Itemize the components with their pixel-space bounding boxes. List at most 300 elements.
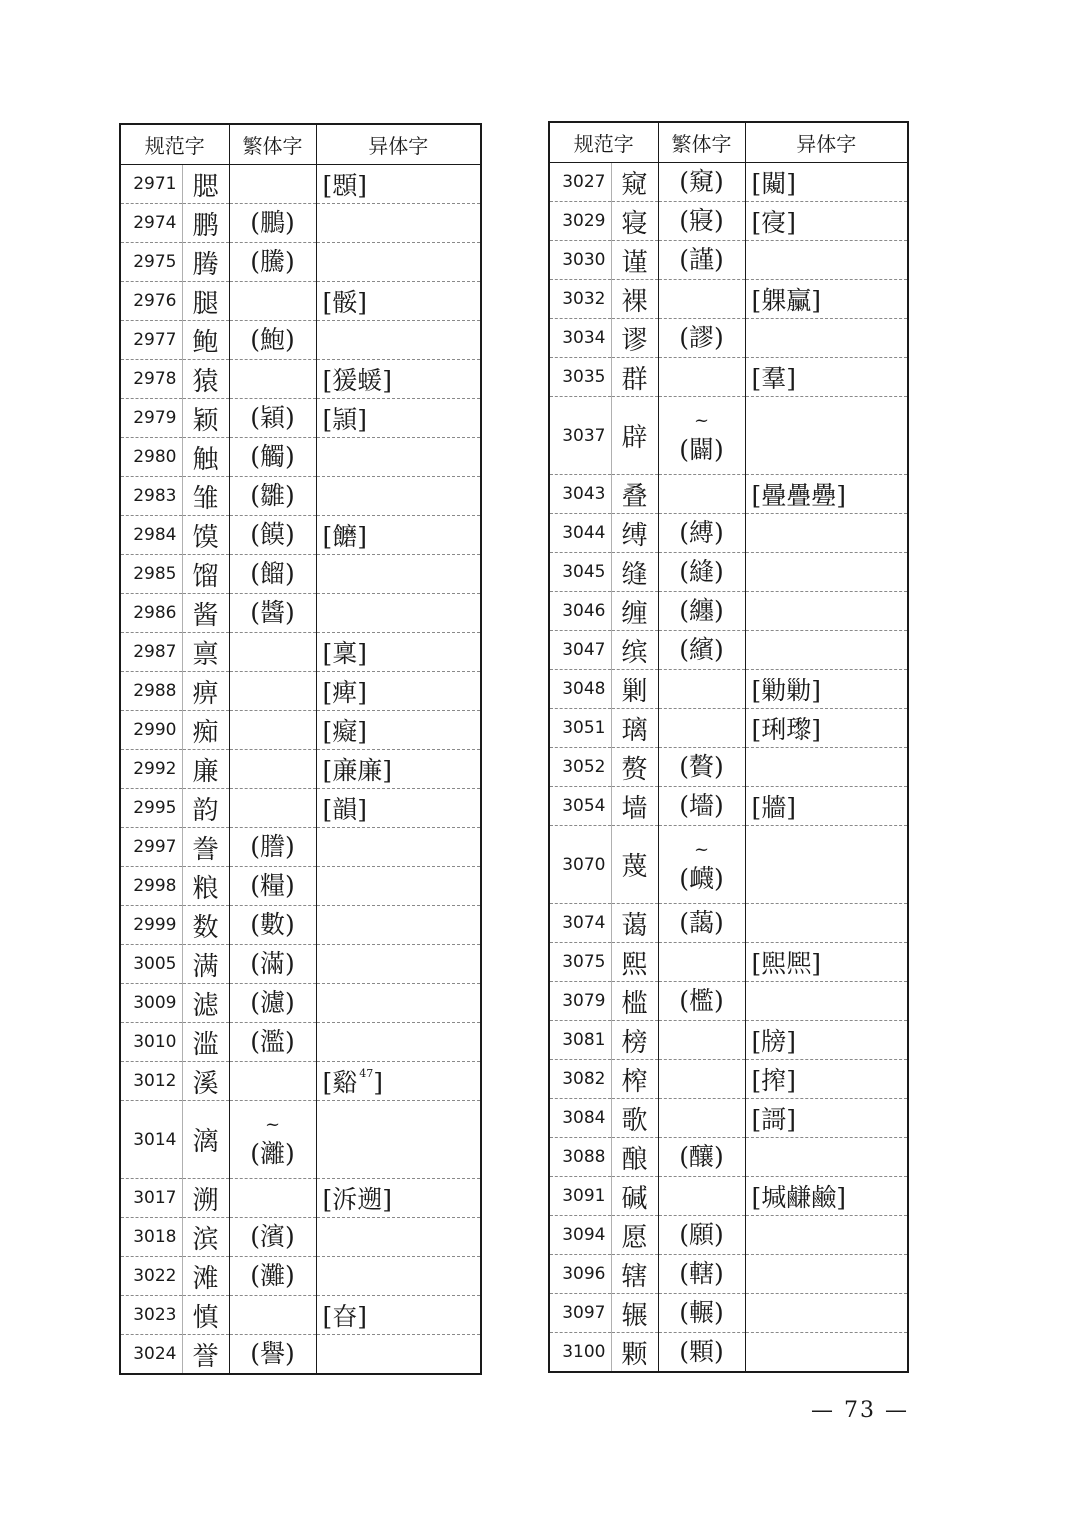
table-header-row xyxy=(549,122,908,163)
variant-char: [饝] xyxy=(316,516,481,555)
variant-char: [謌] xyxy=(745,1099,908,1138)
standard-char: 禀 xyxy=(182,633,229,672)
traditional-char: (譽) xyxy=(229,1335,316,1375)
traditional-char xyxy=(658,943,745,982)
char-number: 2988 xyxy=(120,672,182,711)
variant-char xyxy=(316,945,481,984)
char-number: 3047 xyxy=(549,631,611,670)
traditional-char xyxy=(229,633,316,672)
variant-char xyxy=(316,1101,481,1179)
variant-char xyxy=(316,438,481,477)
char-number: 3088 xyxy=(549,1138,611,1177)
variant-char: [羣] xyxy=(745,358,908,397)
table-row xyxy=(120,360,481,399)
char-number: 2974 xyxy=(120,204,182,243)
table-row xyxy=(120,633,481,672)
table-row xyxy=(120,555,481,594)
standard-char: 颖 xyxy=(182,399,229,438)
table-row xyxy=(549,553,908,592)
variant-char: [勦勦] xyxy=(745,670,908,709)
variant-char xyxy=(745,904,908,943)
traditional-char: (縛) xyxy=(658,514,745,553)
variant-char: [泝遡] xyxy=(316,1179,481,1218)
standard-char: 滨 xyxy=(182,1218,229,1257)
char-number: 2979 xyxy=(120,399,182,438)
char-number: 2984 xyxy=(120,516,182,555)
standard-char: 猿 xyxy=(182,360,229,399)
traditional-char xyxy=(658,1060,745,1099)
variant-char: [顋] xyxy=(316,165,481,204)
variant-char xyxy=(316,984,481,1023)
variant-char xyxy=(745,592,908,631)
char-number: 3097 xyxy=(549,1294,611,1333)
char-number: 3030 xyxy=(549,241,611,280)
variant-char xyxy=(316,555,481,594)
variant-char: [猨蝯] xyxy=(316,360,481,399)
traditional-char xyxy=(229,1179,316,1218)
variant-char: [搾] xyxy=(745,1060,908,1099)
tilde-mark: ~ xyxy=(693,409,710,431)
traditional-char: (贅) xyxy=(658,748,745,787)
standard-char: 璃 xyxy=(611,709,658,748)
standard-char: 数 xyxy=(182,906,229,945)
traditional-char xyxy=(229,1101,316,1179)
char-number: 2985 xyxy=(120,555,182,594)
traditional-char-text: (灕) xyxy=(250,1138,295,1168)
traditional-char: (饃) xyxy=(229,516,316,555)
char-number: 3029 xyxy=(549,202,611,241)
traditional-char xyxy=(229,1296,316,1335)
table-row xyxy=(549,787,908,826)
variant-char xyxy=(316,906,481,945)
table-row xyxy=(549,358,908,397)
table-row xyxy=(549,397,908,475)
standard-char: 雏 xyxy=(182,477,229,516)
char-number: 3024 xyxy=(120,1335,182,1375)
standard-char: 蔼 xyxy=(611,904,658,943)
traditional-char xyxy=(658,709,745,748)
standard-char: 缠 xyxy=(611,592,658,631)
variant-char: [昚] xyxy=(316,1296,481,1335)
standard-char: 漓 xyxy=(182,1101,229,1179)
table-header-row xyxy=(120,124,481,165)
table-row xyxy=(120,750,481,789)
traditional-char: (騰) xyxy=(229,243,316,282)
right-character-table xyxy=(548,121,909,1373)
char-number: 2978 xyxy=(120,360,182,399)
standard-char: 辖 xyxy=(611,1255,658,1294)
table-row xyxy=(549,631,908,670)
standard-char: 裸 xyxy=(611,280,658,319)
standard-char: 廉 xyxy=(182,750,229,789)
standard-char: 腮 xyxy=(182,165,229,204)
char-number: 3010 xyxy=(120,1023,182,1062)
char-number: 3012 xyxy=(120,1062,182,1101)
table-row xyxy=(549,1294,908,1333)
traditional-char: (數) xyxy=(229,906,316,945)
table-row xyxy=(120,1296,481,1335)
traditional-char: (顆) xyxy=(658,1333,745,1373)
standard-char: 慎 xyxy=(182,1296,229,1335)
variant-char xyxy=(316,477,481,516)
char-number: 2987 xyxy=(120,633,182,672)
variant-char xyxy=(316,1023,481,1062)
traditional-char xyxy=(229,750,316,789)
standard-char: 滤 xyxy=(182,984,229,1023)
table-row xyxy=(120,1257,481,1296)
variant-char: [亷廉] xyxy=(316,750,481,789)
traditional-char: (濫) xyxy=(229,1023,316,1062)
standard-char: 槛 xyxy=(611,982,658,1021)
table-row xyxy=(549,241,908,280)
variant-char: [躶臝] xyxy=(745,280,908,319)
standard-char: 酱 xyxy=(182,594,229,633)
page-number: — 73 — xyxy=(811,1398,909,1423)
standard-char: 歌 xyxy=(611,1099,658,1138)
char-number: 2990 xyxy=(120,711,182,750)
standard-char: 缚 xyxy=(611,514,658,553)
variant-char xyxy=(745,1138,908,1177)
table-row xyxy=(120,711,481,750)
table-row xyxy=(549,592,908,631)
table-row xyxy=(549,943,908,982)
traditional-char: (濾) xyxy=(229,984,316,1023)
traditional-char xyxy=(229,672,316,711)
standard-char: 触 xyxy=(182,438,229,477)
char-number: 3032 xyxy=(549,280,611,319)
header-traditional-char: 繁体字 xyxy=(229,124,316,165)
table-row xyxy=(549,826,908,904)
char-number: 3037 xyxy=(549,397,611,475)
variant-char: [曡疊疉] xyxy=(745,475,908,514)
standard-char: 缝 xyxy=(611,553,658,592)
standard-char: 誊 xyxy=(182,828,229,867)
header-standard-char: 规范字 xyxy=(120,124,229,165)
header-traditional-char: 繁体字 xyxy=(658,122,745,163)
traditional-char xyxy=(658,397,745,475)
traditional-char: (謹) xyxy=(658,241,745,280)
table-row xyxy=(549,163,908,202)
char-number: 3027 xyxy=(549,163,611,202)
variant-char xyxy=(316,828,481,867)
char-number: 3081 xyxy=(549,1021,611,1060)
table-row xyxy=(120,165,481,204)
footnote-ref: 47 xyxy=(359,1067,374,1080)
standard-char: 寝 xyxy=(611,202,658,241)
char-number: 2999 xyxy=(120,906,182,945)
variant-char xyxy=(316,594,481,633)
traditional-char-text: (闢) xyxy=(679,434,724,464)
traditional-char: (雛) xyxy=(229,477,316,516)
standard-char: 滩 xyxy=(182,1257,229,1296)
variant-char xyxy=(316,1335,481,1375)
table-row xyxy=(120,243,481,282)
char-number: 3100 xyxy=(549,1333,611,1373)
standard-char: 窥 xyxy=(611,163,658,202)
table-row xyxy=(120,984,481,1023)
tilde-mark: ~ xyxy=(264,1113,281,1135)
traditional-char: (糧) xyxy=(229,867,316,906)
standard-char: 满 xyxy=(182,945,229,984)
standard-char: 痹 xyxy=(182,672,229,711)
variant-char xyxy=(316,204,481,243)
variant-char xyxy=(316,1062,481,1101)
char-number: 3035 xyxy=(549,358,611,397)
table-row xyxy=(549,202,908,241)
traditional-char xyxy=(229,360,316,399)
traditional-char: (窺) xyxy=(658,163,745,202)
variant-char xyxy=(745,397,908,475)
char-number: 3070 xyxy=(549,826,611,904)
char-number: 2976 xyxy=(120,282,182,321)
variant-char xyxy=(316,1257,481,1296)
standard-char: 馍 xyxy=(182,516,229,555)
traditional-char: (轄) xyxy=(658,1255,745,1294)
table-row xyxy=(549,1255,908,1294)
traditional-char xyxy=(229,165,316,204)
table-row xyxy=(120,1062,481,1101)
standard-char: 碱 xyxy=(611,1177,658,1216)
traditional-char xyxy=(658,826,745,904)
standard-char: 痴 xyxy=(182,711,229,750)
variant-char-text: [谿 xyxy=(322,1068,358,1097)
char-number: 2975 xyxy=(120,243,182,282)
table-row xyxy=(549,982,908,1021)
table-row xyxy=(120,282,481,321)
variant-char xyxy=(745,982,908,1021)
standard-char: 剿 xyxy=(611,670,658,709)
table-row xyxy=(549,1099,908,1138)
variant-char xyxy=(745,826,908,904)
variant-char: [癡] xyxy=(316,711,481,750)
standard-char: 腿 xyxy=(182,282,229,321)
table-row xyxy=(120,594,481,633)
char-number: 2980 xyxy=(120,438,182,477)
table-row xyxy=(549,1060,908,1099)
traditional-char xyxy=(229,1062,316,1101)
char-number: 2992 xyxy=(120,750,182,789)
standard-char: 酿 xyxy=(611,1138,658,1177)
traditional-char: (鵬) xyxy=(229,204,316,243)
char-number: 2986 xyxy=(120,594,182,633)
char-number: 3074 xyxy=(549,904,611,943)
header-standard-char: 规范字 xyxy=(549,122,658,163)
table-row xyxy=(549,1021,908,1060)
variant-char: [牓] xyxy=(745,1021,908,1060)
standard-char: 溪 xyxy=(182,1062,229,1101)
char-number: 3023 xyxy=(120,1296,182,1335)
standard-char: 榨 xyxy=(611,1060,658,1099)
char-number: 3084 xyxy=(549,1099,611,1138)
standard-char: 滥 xyxy=(182,1023,229,1062)
traditional-char-text: (衊) xyxy=(679,863,724,893)
header-variant-char: 异体字 xyxy=(316,124,481,165)
table-row xyxy=(549,1333,908,1373)
traditional-char xyxy=(658,358,745,397)
standard-char: 熙 xyxy=(611,943,658,982)
table-row xyxy=(549,709,908,748)
standard-char: 韵 xyxy=(182,789,229,828)
char-number: 3082 xyxy=(549,1060,611,1099)
variant-char xyxy=(745,241,908,280)
traditional-char: (灘) xyxy=(229,1257,316,1296)
char-number: 2983 xyxy=(120,477,182,516)
standard-char: 辗 xyxy=(611,1294,658,1333)
char-number: 3048 xyxy=(549,670,611,709)
standard-char: 颗 xyxy=(611,1333,658,1373)
standard-char: 辟 xyxy=(611,397,658,475)
traditional-char: (纏) xyxy=(658,592,745,631)
standard-char: 群 xyxy=(611,358,658,397)
char-number: 3005 xyxy=(120,945,182,984)
traditional-char: (寢) xyxy=(658,202,745,241)
table-row xyxy=(120,321,481,360)
traditional-char xyxy=(229,711,316,750)
traditional-char xyxy=(658,475,745,514)
table-row xyxy=(549,748,908,787)
traditional-char: (醬) xyxy=(229,594,316,633)
header-variant-char: 异体字 xyxy=(745,122,908,163)
char-number: 3075 xyxy=(549,943,611,982)
variant-char xyxy=(316,243,481,282)
traditional-char: (釀) xyxy=(658,1138,745,1177)
char-number: 2971 xyxy=(120,165,182,204)
traditional-char: (穎) xyxy=(229,399,316,438)
traditional-char xyxy=(658,280,745,319)
standard-char: 谬 xyxy=(611,319,658,358)
table-row xyxy=(549,475,908,514)
standard-char: 腾 xyxy=(182,243,229,282)
standard-char: 溯 xyxy=(182,1179,229,1218)
traditional-char: (觸) xyxy=(229,438,316,477)
table-row xyxy=(120,516,481,555)
traditional-char: (繽) xyxy=(658,631,745,670)
variant-char: [痺] xyxy=(316,672,481,711)
traditional-char: (謄) xyxy=(229,828,316,867)
char-number: 3046 xyxy=(549,592,611,631)
table-row xyxy=(120,672,481,711)
variant-char: [煕熈] xyxy=(745,943,908,982)
table-row xyxy=(120,867,481,906)
char-number: 3054 xyxy=(549,787,611,826)
variant-char: [頴] xyxy=(316,399,481,438)
char-number: 3051 xyxy=(549,709,611,748)
table-row xyxy=(120,1335,481,1375)
standard-char: 愿 xyxy=(611,1216,658,1255)
variant-char xyxy=(745,1294,908,1333)
table-row xyxy=(549,280,908,319)
standard-char: 墙 xyxy=(611,787,658,826)
table-row xyxy=(120,906,481,945)
traditional-char: (墻) xyxy=(658,787,745,826)
char-number: 3096 xyxy=(549,1255,611,1294)
standard-char: 鲍 xyxy=(182,321,229,360)
table-row xyxy=(120,1101,481,1179)
traditional-char xyxy=(658,670,745,709)
table-row xyxy=(549,319,908,358)
table-row xyxy=(120,1179,481,1218)
variant-char: [韻] xyxy=(316,789,481,828)
char-number: 3079 xyxy=(549,982,611,1021)
table-row xyxy=(549,514,908,553)
variant-char xyxy=(745,1255,908,1294)
variant-char: [牆] xyxy=(745,787,908,826)
traditional-char: (縫) xyxy=(658,553,745,592)
traditional-char xyxy=(229,282,316,321)
standard-char: 誉 xyxy=(182,1335,229,1375)
standard-char: 粮 xyxy=(182,867,229,906)
traditional-char: (檻) xyxy=(658,982,745,1021)
table-row xyxy=(549,904,908,943)
char-number: 3014 xyxy=(120,1101,182,1179)
variant-char xyxy=(745,748,908,787)
standard-char: 馏 xyxy=(182,555,229,594)
table-row xyxy=(120,438,481,477)
char-number: 3045 xyxy=(549,553,611,592)
table-row xyxy=(120,399,481,438)
traditional-char: (願) xyxy=(658,1216,745,1255)
table-row xyxy=(549,1216,908,1255)
variant-char xyxy=(745,1216,908,1255)
table-row xyxy=(120,789,481,828)
variant-char xyxy=(745,514,908,553)
standard-char: 叠 xyxy=(611,475,658,514)
standard-char: 赘 xyxy=(611,748,658,787)
left-character-table xyxy=(119,123,482,1375)
variant-char: [稟] xyxy=(316,633,481,672)
tilde-mark: ~ xyxy=(693,838,710,860)
traditional-char xyxy=(658,1177,745,1216)
char-number: 3094 xyxy=(549,1216,611,1255)
standard-char: 蔑 xyxy=(611,826,658,904)
table-row xyxy=(120,1023,481,1062)
variant-char xyxy=(745,553,908,592)
standard-char: 谨 xyxy=(611,241,658,280)
table-row xyxy=(120,828,481,867)
standard-char: 鹏 xyxy=(182,204,229,243)
traditional-char: (謬) xyxy=(658,319,745,358)
table-row xyxy=(549,1138,908,1177)
char-number: 3052 xyxy=(549,748,611,787)
variant-char xyxy=(745,1333,908,1373)
variant-char xyxy=(745,319,908,358)
char-number: 2997 xyxy=(120,828,182,867)
traditional-char: (輾) xyxy=(658,1294,745,1333)
traditional-char: (餾) xyxy=(229,555,316,594)
table-row xyxy=(549,670,908,709)
variant-char: [寑] xyxy=(745,202,908,241)
variant-char xyxy=(316,1218,481,1257)
traditional-char xyxy=(229,789,316,828)
standard-char: 榜 xyxy=(611,1021,658,1060)
variant-char: [琍瓈] xyxy=(745,709,908,748)
standard-char: 缤 xyxy=(611,631,658,670)
char-number: 3009 xyxy=(120,984,182,1023)
traditional-char: (鮑) xyxy=(229,321,316,360)
variant-char xyxy=(316,321,481,360)
variant-char xyxy=(745,631,908,670)
variant-char: [堿鹻鹼] xyxy=(745,1177,908,1216)
table-row xyxy=(120,1218,481,1257)
table-row xyxy=(120,477,481,516)
variant-char xyxy=(316,867,481,906)
traditional-char: (濱) xyxy=(229,1218,316,1257)
char-number: 3018 xyxy=(120,1218,182,1257)
variant-char: [骽] xyxy=(316,282,481,321)
char-number: 3034 xyxy=(549,319,611,358)
table-row xyxy=(120,204,481,243)
traditional-char xyxy=(658,1099,745,1138)
